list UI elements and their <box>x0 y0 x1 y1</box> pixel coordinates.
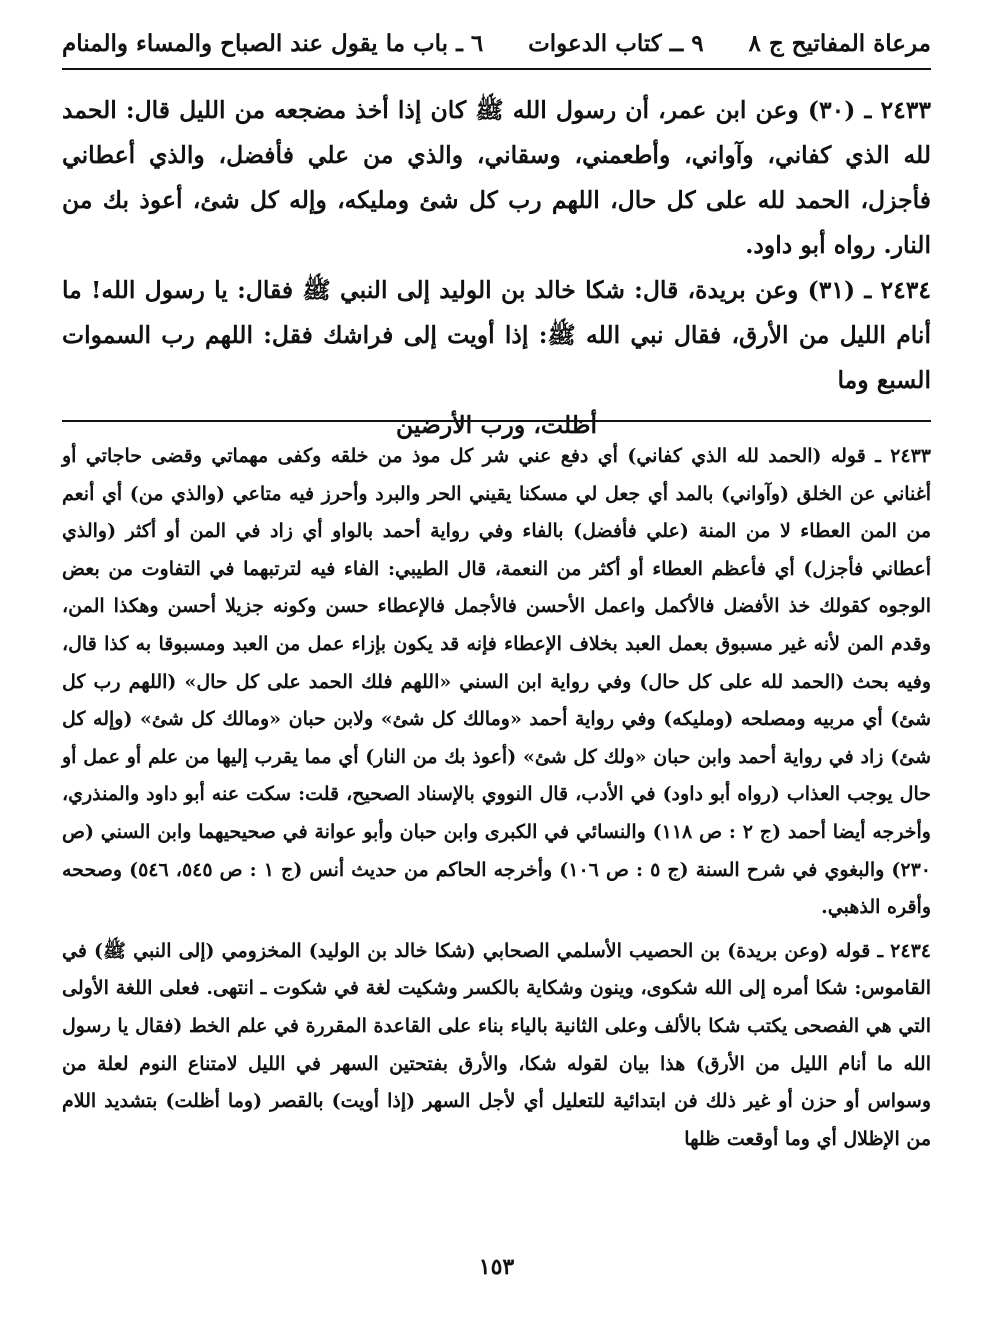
header-rule <box>62 68 931 70</box>
hadith-text-block <box>62 88 931 448</box>
section-divider <box>62 420 931 422</box>
commentary-block <box>62 438 931 1164</box>
hadith-2434-ending: أظلت، ورب الأرضين <box>395 411 598 439</box>
hadith-2434: ٢٤٣٤ ـ (٣١) وعن بريدة، قال: شكا خالد بن الوليد إلى النبي ﷺ فقال: يا رسول الله! ما أنام الليل من الأرق، فقال نبي الله ﷺ: إذا أويت إلى فراشك فقل: اللهم رب السموات السبع وما <box>62 276 931 394</box>
page-number: ١٥٣ <box>478 1254 515 1280</box>
hadith-2433: ٢٤٣٣ ـ (٣٠) وعن ابن عمر، أن رسول الله ﷺ كان إذا أخذ مضجعه من الليل قال: الحمد لله الذي كفاني، وآواني، وأطعمني، وسقاني، والذي من علي فأفضل، والذي أعطاني فأجزل، الحمد لله على كل حال، اللهم رب كل شئ ومليكه، وإله كل شئ، أعوذ بك من النار. رواه أبو داود. <box>62 96 931 259</box>
commentary-2434: ٢٤٣٤ ـ قوله (وعن بريدة) بن الحصيب الأسلمي الصحابي (شكا خالد بن الوليد) المخزومي (إلى النبي ﷺ) في القاموس: شكا أمره إلى الله شكوى، وينون وشكاية بالكسر وشكيت لغة في شكوت ـ انتهى. فعلى اللغة الأولى التي هي الفصحى يكتب شكا بالألف وعلى الثانية بالياء بناء على القاعدة المقررة في علم الخط (فقال يا رسول الله ما أنام الليل من الأرق) هذا بيان لقوله شكا، والأرق بفتحتين السهر في الليل لامتناع النوم لعلة من وسواس أو حزن أو غير ذلك فن ابتدائية للتعليل أي لأجل السهر (إذا أويت) بالقصر (وما أظلت) بتشديد اللام من الإظلال أي وما أوقعت ظلها <box>62 939 931 1150</box>
header-chapter-title: ٦ ـ باب ما يقول عند الصباح والمساء والمنام <box>62 29 484 57</box>
running-header <box>62 22 931 64</box>
header-book-name: ٩ ــ كتاب الدعوات <box>528 29 704 57</box>
header-book-title: مرعاة المفاتيح ج ٨ <box>748 29 931 57</box>
commentary-2433: ٢٤٣٣ ـ قوله (الحمد لله الذي كفاني) أي دفع عني شر كل موذ من خلقه وكفى مهماتي وقضى حاجاتي أو أغناني عن الخلق (وآواني) بالمد أي جعل لي مسكنا يقيني الحر والبرد وأحرز فيه متاعي (والذي من) أي أنعم من المن العطاء لا من المنة (علي فأفضل) بالفاء وفي رواية أحمد بالواو أي زاد في المن أو أكثر (والذي أعطاني فأجزل) أي فأعظم العطاء أو أكثر من النعمة، قال الطيبي: الفاء فيه لترتبهما في التفاوت من بعض الوجوه كقولك خذ الأفضل فالأكمل واعمل الأحسن فالأجمل فالإعطاء حسن وكونه جزيلا أحسن وهكذا المن، وقدم المن لأنه غير مسبوق بعمل العبد بخلاف الإعطاء فإنه قد يكون بإزاء عمل من العبد ومسبوقا به كذا قال، وفيه بحث (الحمد لله على كل حال) وفي رواية ابن السني «اللهم فلك الحمد على كل حال» (اللهم رب كل شئ) أي مربيه ومصلحه (ومليكه) وفي رواية أحمد «ومالك كل شئ» ولابن حبان «ومالك كل شئ» (وإله كل شئ) زاد في رواية أحمد وابن حبان «ولك كل شئ» (أعوذ بك من النار) أي مما يقرب إليها من علم أو عمل أو حال يوجب العذاب (رواه أبو داود) في الأدب، قال النووي بالإسناد الصحيح، قلت: سكت عنه أبو داود والمنذري، وأخرجه أيضا أحمد (ج ٢ : ص ١١٨) والنسائي في الكبرى وابن حبان وأبو عوانة في صحيحيهما وابن السني (ص ٢٣٠) والبغوي في شرح السنة (ج ٥ : ص ١٠٦) وأخرجه الحاكم من حديث أنس (ج ١ : ص ٥٤٥، ٥٤٦) وصححه وأقره الذهبي. <box>62 445 931 919</box>
